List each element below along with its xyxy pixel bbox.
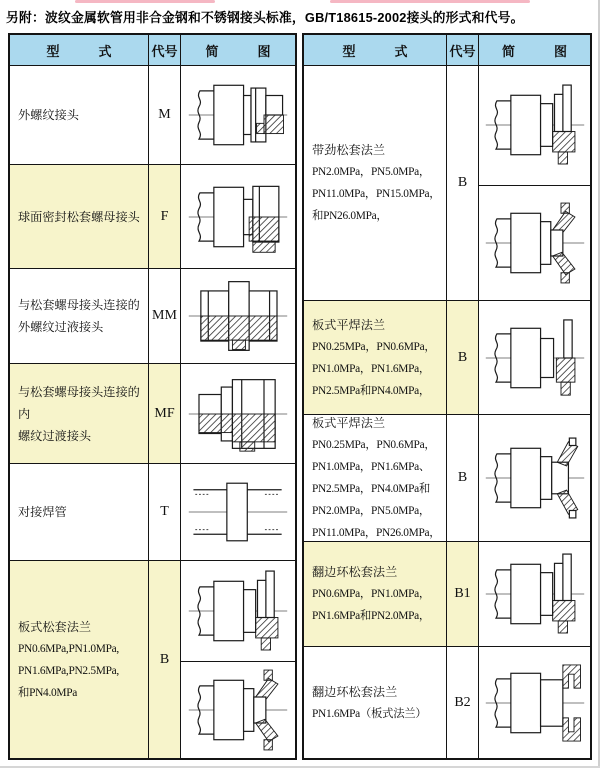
type-text: [18, 616, 119, 704]
table-row-mf: [10, 364, 295, 464]
column-header-code: 代号: [447, 35, 479, 65]
type-cell: [10, 464, 149, 560]
sketch-cell: [479, 542, 590, 646]
scan-artifact-right: [330, 0, 530, 3]
type-text-line: PN0.6MPa，PN1.0MPa，: [312, 588, 431, 600]
sketch-cell: [479, 301, 590, 414]
type-text-line: PN11.0MPa，PN15.0MPa，: [312, 188, 441, 200]
table-row-b: [304, 301, 590, 415]
table-header-row: [10, 35, 295, 66]
type-cell: [304, 542, 447, 646]
type-text-line: PN11.0MPa，PN26.0MPa，: [312, 527, 441, 539]
table-header-row: [304, 35, 590, 66]
type-text-line: 球面密封松套螺母接头: [18, 209, 140, 224]
type-text-line: PN0.6MPa,PN1.0MPa,: [18, 642, 119, 655]
type-text-line: PN0.25MPa，PN0.6MPa，: [312, 439, 436, 451]
type-text-line: 翻边环松套法兰: [312, 684, 398, 699]
type-text-line: 螺纹过渡接头: [18, 428, 92, 443]
sketch-panel: [479, 542, 590, 646]
plate-loose-flange-b-sketch: [483, 199, 587, 287]
type-text-line: 对接焊管: [18, 505, 67, 519]
type-text: [18, 206, 140, 228]
sketch-panel: [479, 66, 590, 185]
plate-loose-flange-a-sketch: [186, 567, 290, 655]
type-text-line: 和PN26.0MPa，: [312, 210, 388, 222]
type-text-line: PN1.6MPa,PN2.5MPa,: [18, 664, 119, 677]
type-text: [18, 294, 140, 338]
type-text-line: 板式平焊法兰: [312, 317, 386, 332]
type-text-line: 带劲松套法兰: [312, 143, 386, 157]
type-text: [312, 561, 430, 627]
type-text-line: PN1.6MPa（板式法兰）: [312, 707, 427, 720]
fitting-table-right: [302, 33, 592, 760]
code-cell: B: [447, 66, 479, 300]
type-text: [18, 501, 67, 523]
sketch-panel: [181, 165, 295, 268]
plate-loose-flange-a-sketch: [483, 81, 587, 169]
code-cell: B1: [447, 542, 479, 646]
spherical-loose-nut-fitting-sketch: [186, 173, 290, 261]
male-thread-fitting-sketch: [186, 71, 290, 159]
sketch-cell: [181, 561, 295, 758]
code-cell: M: [149, 66, 181, 164]
sketch-panel: [479, 647, 590, 758]
sketch-cell: [181, 269, 295, 363]
code-cell: MM: [149, 269, 181, 363]
sketch-cell: [181, 464, 295, 560]
type-text-line: PN2.0MPa，PN5.0MPa，: [312, 505, 431, 517]
table-row-m: [10, 66, 295, 165]
flanged-ring-loose-flange-sketch: [483, 550, 587, 638]
column-header-code: 代号: [149, 35, 181, 65]
weld-plate-flange-hatched-sketch: [483, 434, 587, 522]
male-female-adapter-sketch: [186, 370, 290, 458]
sketch-cell: [479, 647, 590, 758]
sketch-cell: [181, 364, 295, 463]
sketch-panel: [181, 66, 295, 164]
code-cell: T: [149, 464, 181, 560]
type-text: [18, 104, 79, 126]
sketch-panel: [181, 661, 295, 758]
type-cell: [304, 66, 447, 300]
type-cell: [304, 415, 447, 541]
type-cell: [10, 364, 149, 463]
type-text-line: PN1.0MPa，PN1.6MPa、: [312, 461, 431, 473]
column-header-sketch: 简 图: [479, 35, 590, 65]
type-text-line: 与松套螺母接头连接的内: [18, 384, 140, 421]
code-cell: MF: [149, 364, 181, 463]
table-row-t: [10, 464, 295, 561]
sketch-cell: [479, 415, 590, 541]
sketch-panel: [181, 464, 295, 560]
column-header-sketch: 简 图: [181, 35, 295, 65]
type-text: [312, 415, 440, 541]
type-text-line: 外螺纹过液接头: [18, 320, 104, 334]
type-cell: [10, 66, 149, 164]
type-text-line: PN1.6MPa和PN2.0MPa，: [312, 610, 431, 622]
sketch-panel: [181, 364, 295, 463]
table-row-b: [304, 415, 590, 542]
type-text-line: 板式松套法兰: [18, 619, 92, 634]
scan-artifact-left: [75, 0, 215, 3]
table-row-b2: [304, 647, 590, 758]
type-text-line: 与松套螺母接头连接的: [18, 298, 140, 312]
table-row-b: [10, 561, 295, 758]
type-text: [312, 139, 440, 227]
type-cell: [10, 561, 149, 758]
type-text-line: 翻边环松套法兰: [312, 565, 398, 579]
type-cell: [10, 269, 149, 363]
code-cell: B: [149, 561, 181, 758]
type-text-line: PN2.5MPa和PN4.0MPa，: [312, 384, 431, 397]
sketch-panel: [479, 301, 590, 414]
column-header-type: 型 式: [10, 35, 149, 65]
sketch-panel: [479, 415, 590, 541]
plate-loose-flange-b-sketch: [186, 666, 290, 754]
page-title: 另附：波纹金属软管用非合金钢和不锈钢接头标准，GB/T18615-2002接头的形式和代号。: [6, 10, 524, 25]
type-text-line: PN2.0MPa，PN5.0MPa，: [312, 166, 431, 178]
male-male-adapter-sketch: [186, 272, 290, 360]
sketch-cell: [181, 165, 295, 268]
sketch-panel: [181, 269, 295, 363]
type-text: [312, 681, 426, 725]
column-header-type: 型 式: [304, 35, 447, 65]
type-text-line: PN2.5MPa，PN4.0MPa和: [312, 483, 431, 495]
code-cell: B: [447, 301, 479, 414]
type-text-line: 外螺纹接头: [18, 108, 79, 122]
table-row-mm: [10, 269, 295, 364]
type-text-line: 和PN4.0MPa: [18, 686, 78, 699]
sketch-cell: [479, 66, 590, 300]
sketch-panel: [479, 185, 590, 301]
type-cell: [10, 165, 149, 268]
sketch-panel: [181, 561, 295, 661]
code-cell: F: [149, 165, 181, 268]
weld-plate-flange-sketch: [483, 314, 587, 402]
type-text: [312, 314, 435, 402]
table-row-b: [304, 66, 590, 301]
lap-ring-plate-flange-sketch: [483, 659, 587, 747]
sketch-cell: [181, 66, 295, 164]
type-cell: [304, 301, 447, 414]
butt-weld-pipe-sketch: [186, 468, 290, 556]
fitting-table-left: [8, 33, 297, 760]
type-text-line: PN1.0MPa，PN1.6MPa，: [312, 362, 431, 375]
table-row-b1: [304, 542, 590, 647]
code-cell: B2: [447, 647, 479, 758]
type-text-line: 板式平焊法兰: [312, 416, 386, 430]
type-text-line: PN0.25MPa，PN0.6MPa，: [312, 340, 436, 353]
type-cell: [304, 647, 447, 758]
code-cell: B: [447, 415, 479, 541]
table-row-f: [10, 165, 295, 269]
type-text: [18, 381, 144, 447]
